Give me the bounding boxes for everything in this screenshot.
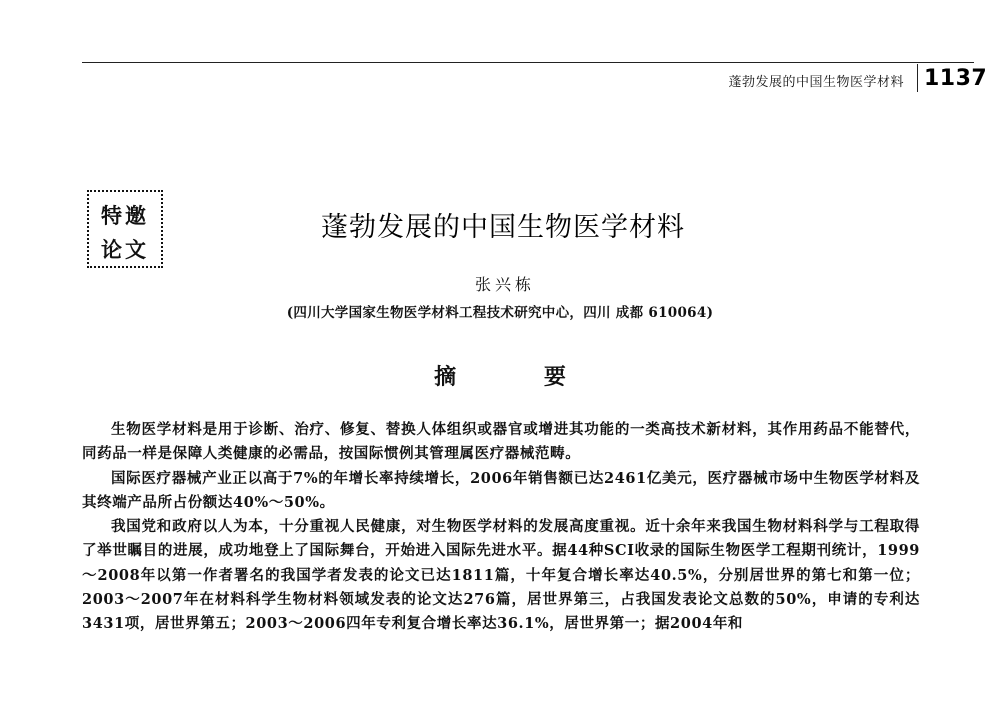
article-author: 张兴栋 [474, 275, 535, 294]
invited-box-line-1: 特邀 [101, 203, 149, 228]
page-number: 1137 [924, 66, 988, 91]
author-affiliation: (四川大学国家生物医学材料工程技术研究中心，四川 成都 610064) [286, 305, 714, 321]
header-separator [917, 64, 918, 92]
abstract-paragraph-2: 国际医疗器械产业正以高于7%的年增长率持续增长，2006年销售额已达2461亿美元，医疗器械市场中生物医学材料及其终端产品所占份额达40%～50%。 [82, 469, 920, 511]
abstract-body [82, 418, 920, 637]
header-rule [82, 62, 974, 63]
abstract-paragraph-1: 生物医学材料是用于诊断、治疗、修复、替换人体组织或器官或增进其功能的一类高技术新材料，其作用药品不能替代，同药品一样是保障人类健康的必需品，按国际惯例其管理属医疗器械范畴。 [82, 421, 920, 463]
abstract-paragraph-3: 我国党和政府以人为本，十分重视人民健康，对生物医学材料的发展高度重视。近十余年来我国生物材料科学与工程取得了举世瞩目的进展，成功地登上了国际舞台，开始进入国际先进水平。据44种SCI收录的国际生物医学工程期刊统计，1999～2008年以第一作者署名的我国学者发表的论文已达1811篇，十年复合增长率达40.5%，分别居世界的第七和第一位；2003～2007年在材料科学生物材料领域发表的论文达276篇，居世界第三，占我国发表论文总数的50%，申请的专利达3431项，居世界第五；2003～2006四年专利复合增长率达36.1%，居世界第一；据2004年和 [82, 518, 920, 633]
article-title: 蓬勃发展的中国生物医学材料 [321, 212, 685, 243]
invited-box-line-2: 论文 [101, 237, 149, 262]
abstract-heading: 摘 要 [434, 365, 606, 390]
running-title: 蓬勃发展的中国生物医学材料 [728, 75, 904, 90]
